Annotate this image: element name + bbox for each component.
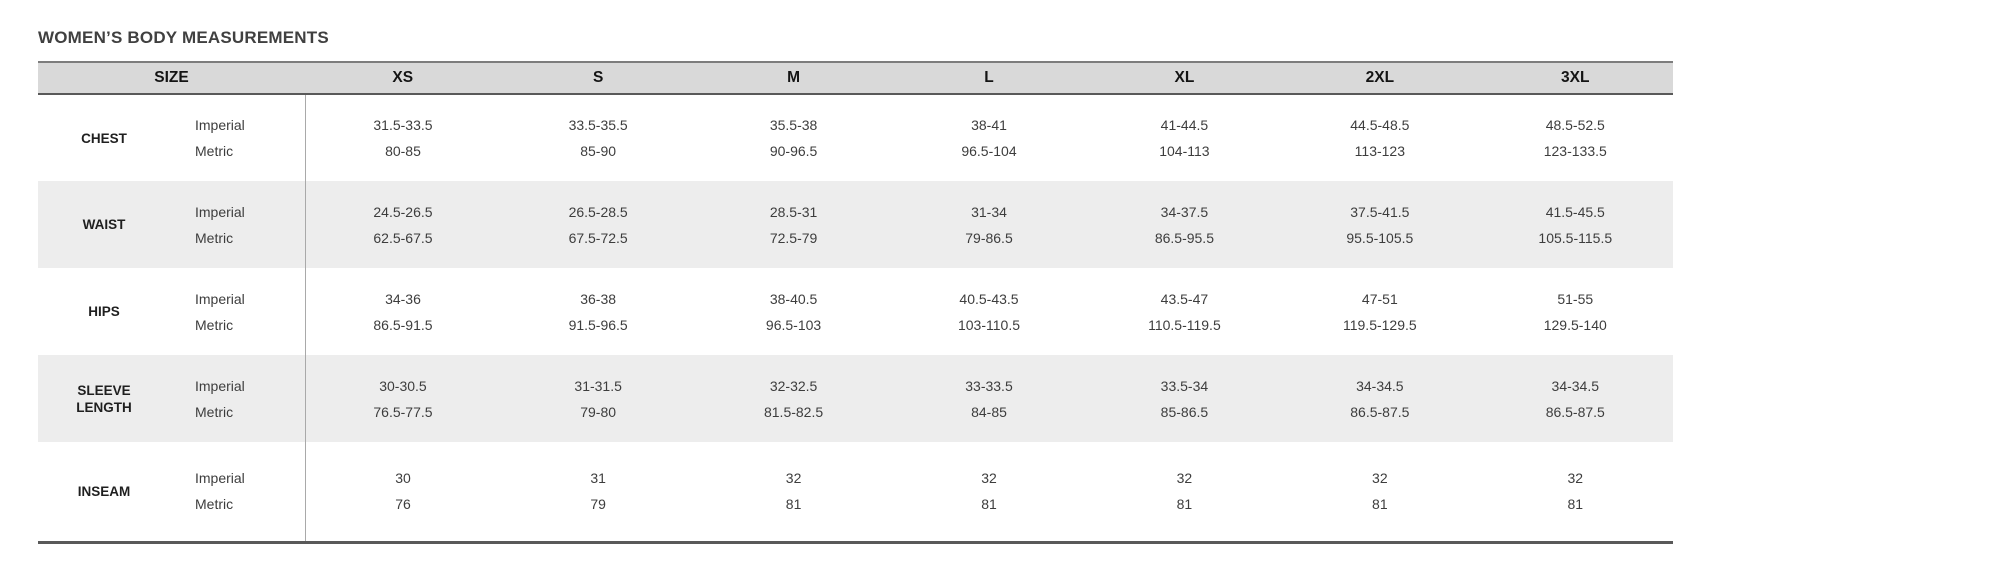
- size-header-2xl: 2XL: [1282, 62, 1477, 94]
- measurement-cell: [1087, 94, 1282, 181]
- measurement-cell: [1478, 268, 1673, 355]
- metric-value: 105.5-115.5: [1538, 229, 1613, 246]
- imperial-value: 30-30.5: [379, 377, 427, 394]
- metric-value: 81: [785, 496, 802, 513]
- imperial-value: 41.5-45.5: [1545, 203, 1605, 220]
- measurement-cell: [891, 94, 1086, 181]
- imperial-value: 34-34.5: [1356, 377, 1404, 394]
- imperial-value: 33.5-35.5: [568, 117, 628, 133]
- size-chart-table: [38, 61, 1673, 544]
- table-row-waist: [38, 181, 1673, 268]
- measurement-cell: [500, 268, 695, 355]
- measurement-cell: [500, 94, 695, 181]
- measurement-cell: [1282, 268, 1477, 355]
- metric-value: 85-90: [580, 143, 617, 159]
- unit-labels: [170, 94, 305, 181]
- measurement-cell: [1087, 442, 1282, 542]
- size-header-s: S: [500, 62, 695, 94]
- metric-value: 79-86.5: [965, 229, 1013, 246]
- imperial-label: Imperial: [195, 203, 245, 220]
- metric-value: 119.5-129.5: [1342, 316, 1417, 333]
- metric-value: 96.5-103: [765, 316, 822, 333]
- measurement-cell: [500, 181, 695, 268]
- metric-value: 110.5-119.5: [1148, 316, 1221, 333]
- metric-value: 84-85: [971, 403, 1007, 420]
- measurement-cell: [696, 355, 891, 442]
- row-label-waist: WAIST: [38, 181, 170, 268]
- metric-value: 79-80: [580, 403, 617, 420]
- measurement-cell: [891, 268, 1086, 355]
- metric-value: 67.5-72.5: [568, 229, 628, 246]
- table-header-row: [38, 62, 1673, 94]
- metric-value: 113-123: [1354, 143, 1405, 159]
- imperial-value: 31: [590, 470, 606, 487]
- imperial-value: 44.5-48.5: [1350, 117, 1410, 133]
- imperial-value: 32: [1567, 470, 1584, 487]
- imperial-value: 33.5-34: [1160, 377, 1209, 394]
- row-label-chest: CHEST: [81, 130, 127, 146]
- imperial-value: 26.5-28.5: [568, 203, 628, 220]
- metric-value: 81: [1176, 496, 1193, 513]
- measurement-cell: [1282, 181, 1477, 268]
- row-label-hips: HIPS: [88, 304, 120, 319]
- measurement-cell: [305, 181, 500, 268]
- imperial-value: 31-34: [971, 203, 1007, 220]
- measurement-cell: [891, 181, 1086, 268]
- measurement-cell: [500, 442, 695, 542]
- measurement-cell: [500, 355, 695, 442]
- imperial-value: 37.5-41.5: [1350, 203, 1410, 220]
- table-row-chest: [38, 94, 1673, 181]
- metric-value: 129.5-140: [1543, 316, 1607, 333]
- metric-value: 80-85: [385, 143, 421, 159]
- imperial-value: 31-31.5: [574, 377, 622, 394]
- imperial-value: 30: [395, 470, 411, 487]
- metric-value: 81: [1372, 496, 1388, 513]
- measurement-cell: [696, 94, 891, 181]
- metric-label: Metric: [195, 403, 234, 420]
- metric-value: 90-96.5: [769, 143, 818, 159]
- imperial-value: 43.5-47: [1160, 290, 1209, 307]
- metric-value: 91.5-96.5: [568, 316, 628, 333]
- measurement-cell: [1282, 94, 1477, 181]
- measurement-cell: [696, 442, 891, 542]
- imperial-value: 32-32.5: [769, 377, 818, 394]
- metric-value: 72.5-79: [769, 229, 818, 246]
- metric-value: 86.5-87.5: [1545, 403, 1605, 420]
- measurement-cell: [1282, 442, 1477, 542]
- metric-label: Metric: [195, 229, 234, 246]
- measurement-cell: [696, 268, 891, 355]
- page-title: WOMEN’S BODY MEASUREMENTS: [38, 28, 329, 47]
- unit-labels: [170, 181, 305, 268]
- imperial-value: 40.5-43.5: [959, 290, 1019, 307]
- imperial-value: 32: [1176, 470, 1193, 487]
- table-row-hips: [38, 268, 1673, 355]
- imperial-value: 34-37.5: [1160, 203, 1209, 220]
- imperial-value: 24.5-26.5: [373, 203, 433, 220]
- measurement-cell: [1478, 355, 1673, 442]
- metric-value: 86.5-87.5: [1350, 403, 1410, 420]
- measurement-cell: [891, 355, 1086, 442]
- imperial-value: 32: [1372, 470, 1388, 487]
- table-row-inseam: [38, 442, 1673, 542]
- measurement-cell: [305, 355, 500, 442]
- row-label-inseam: INSEAM: [38, 442, 170, 542]
- imperial-value: 34-36: [385, 290, 421, 307]
- measurement-cell: [696, 181, 891, 268]
- metric-value: 76.5-77.5: [373, 403, 433, 420]
- unit-labels: [170, 442, 305, 542]
- imperial-value: 28.5-31: [769, 203, 818, 220]
- imperial-value: 36-38: [580, 290, 617, 307]
- table-row-sleeve-length: [38, 355, 1673, 442]
- imperial-value: 38-41: [971, 117, 1007, 133]
- row-label-sleeve-length: SLEEVE LENGTH: [38, 355, 170, 442]
- measurement-cell: [1478, 94, 1673, 181]
- metric-value: 76: [395, 496, 411, 513]
- metric-value: 123-133.5: [1543, 143, 1607, 159]
- imperial-value: 32: [785, 470, 802, 487]
- metric-value: 95.5-105.5: [1346, 229, 1414, 246]
- measurement-cell: [305, 94, 500, 181]
- imperial-label: Imperial: [195, 290, 245, 307]
- measurement-cell: [305, 442, 500, 542]
- metric-value: 103-110.5: [957, 316, 1020, 333]
- imperial-value: 31.5-33.5: [373, 117, 433, 133]
- imperial-value: 48.5-52.5: [1545, 117, 1605, 133]
- size-header-3xl: 3XL: [1478, 62, 1673, 94]
- imperial-label: Imperial: [195, 117, 245, 133]
- size-header-m: M: [696, 62, 891, 94]
- imperial-label: Imperial: [195, 470, 245, 487]
- size-header-xs: XS: [305, 62, 500, 94]
- size-header-xl: XL: [1087, 62, 1282, 94]
- unit-labels: [170, 355, 305, 442]
- imperial-value: 34-34.5: [1551, 377, 1600, 394]
- metric-value: 62.5-67.5: [373, 229, 433, 246]
- metric-value: 104-113: [1159, 143, 1210, 159]
- measurement-cell: [1478, 181, 1673, 268]
- size-header-l: L: [891, 62, 1086, 94]
- imperial-value: 47-51: [1361, 290, 1398, 307]
- measurement-cell: [1087, 355, 1282, 442]
- measurement-cell: [1478, 442, 1673, 542]
- metric-value: 79: [590, 496, 606, 513]
- measurement-cell: [1087, 268, 1282, 355]
- metric-value: 86.5-95.5: [1154, 229, 1214, 246]
- imperial-value: 38-40.5: [769, 290, 818, 307]
- imperial-value: 32: [981, 470, 997, 487]
- imperial-label: Imperial: [195, 377, 245, 394]
- metric-value: 81: [1567, 496, 1584, 513]
- imperial-value: 33-33.5: [965, 377, 1013, 394]
- metric-value: 85-86.5: [1160, 403, 1209, 420]
- metric-value: 81.5-82.5: [763, 403, 824, 420]
- measurement-cell: [1282, 355, 1477, 442]
- unit-labels: [170, 268, 305, 355]
- measurement-cell: [1087, 181, 1282, 268]
- metric-value: 81: [981, 496, 997, 513]
- imperial-value: 51-55: [1557, 290, 1594, 307]
- metric-label: Metric: [195, 316, 234, 333]
- imperial-value: 35.5-38: [769, 117, 818, 133]
- metric-value: 96.5-104: [961, 143, 1017, 159]
- size-column-header: SIZE: [38, 62, 305, 94]
- metric-label: Metric: [195, 496, 234, 513]
- measurement-cell: [891, 442, 1086, 542]
- imperial-value: 41-44.5: [1160, 117, 1209, 133]
- metric-label: Metric: [195, 143, 234, 159]
- metric-value: 86.5-91.5: [373, 316, 433, 333]
- measurement-cell: [305, 268, 500, 355]
